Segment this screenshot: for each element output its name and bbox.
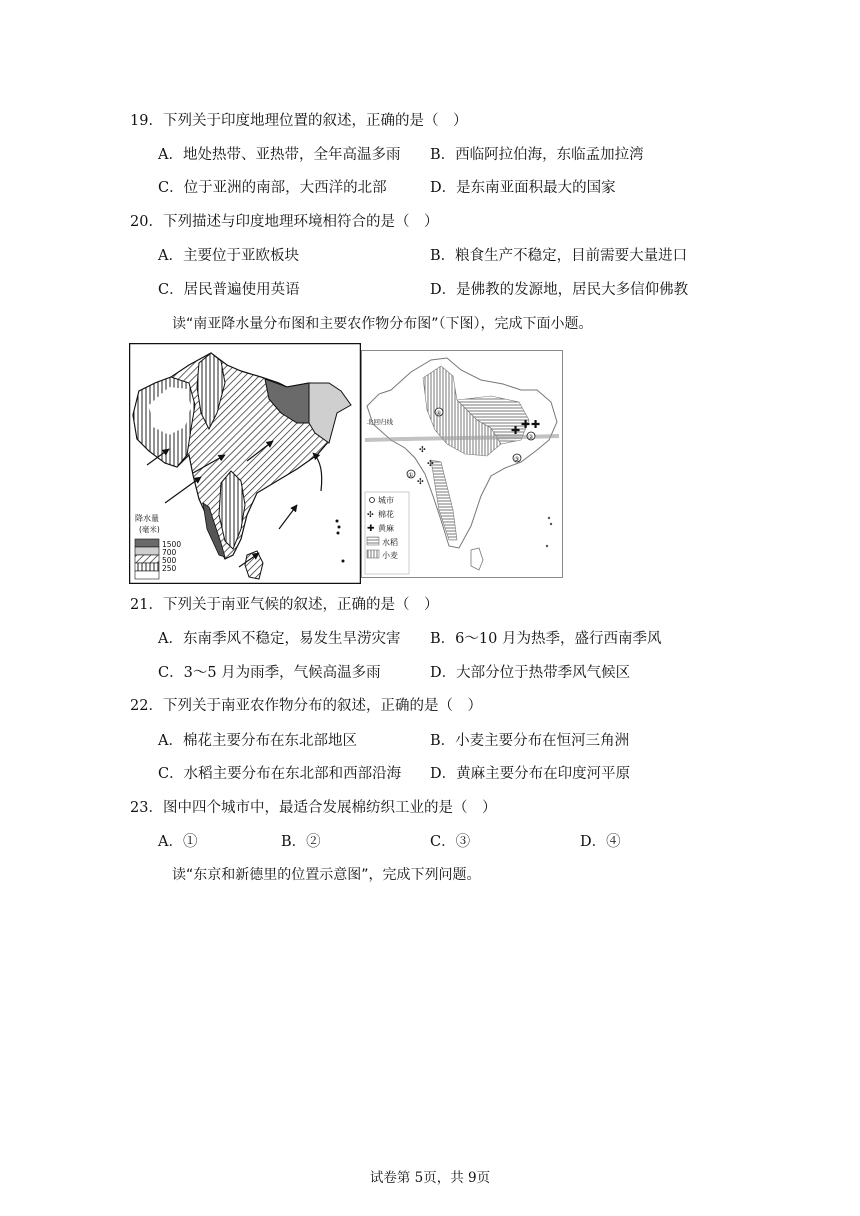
- legend-value-500: 500: [162, 556, 177, 565]
- svg-text:✚: ✚: [367, 524, 375, 534]
- page-footer: 试卷第 5页，共 9页: [369, 1170, 491, 1186]
- q23-option-b: B．②: [281, 834, 321, 850]
- svg-text:✣: ✣: [417, 477, 424, 486]
- precipitation-map: [129, 343, 361, 584]
- q19-option-c: C．位于亚洲的南部，大西洋的北部: [158, 180, 387, 196]
- q23-option-d: D．④: [580, 834, 621, 850]
- q20-option-a: A．主要位于亚欧板块: [158, 248, 299, 264]
- q23-option-a: A．①: [158, 834, 198, 850]
- q22-option-c: C．水稻主要分布在东北部和西部沿海: [158, 766, 402, 782]
- city-marker-4: ④: [436, 410, 442, 417]
- q20-option-d: D．是佛教的发源地，居民大多信仰佛教: [430, 282, 689, 298]
- question-19-stem: 19．下列关于印度地理位置的叙述，正确的是（ ）: [130, 113, 468, 129]
- legend-jute: 黄麻: [378, 524, 394, 533]
- q22-option-a: A．棉花主要分布在东北部地区: [158, 733, 357, 749]
- svg-text:✣: ✣: [427, 459, 434, 468]
- q22-option-d: D．黄麻主要分布在印度河平原: [430, 766, 631, 782]
- q20-option-b: B．粮食生产不稳定，目前需要大量进口: [430, 248, 688, 264]
- svg-text:✚: ✚: [511, 424, 521, 437]
- tropic-label: 北回归线: [367, 418, 393, 426]
- q19-option-b: B．西临阿拉伯海，东临孟加拉湾: [430, 147, 644, 163]
- legend-value-250: 250: [162, 564, 177, 573]
- city-marker-3: ③: [514, 456, 520, 463]
- legend-value-1500: 1500: [162, 540, 182, 549]
- precip-legend-title: 降水量: [135, 514, 159, 523]
- legend-wheat: 小麦: [382, 551, 398, 560]
- question-20-stem: 20．下列描述与印度地理环境相符合的是（ ）: [130, 214, 439, 230]
- legend-value-700: 700: [162, 548, 177, 557]
- city-marker-1: ①: [408, 472, 414, 479]
- q20-option-c: C．居民普遍使用英语: [158, 282, 300, 298]
- map-intro-text-2: 读“东京和新德里的位置示意图”，完成下列问题。: [172, 867, 481, 883]
- legend-cotton: 棉花: [378, 510, 394, 519]
- question-23-stem: 23．图中四个城市中，最适合发展棉纺织工业的是（ ）: [130, 800, 497, 816]
- question-21-stem: 21．下列关于南亚气候的叙述，正确的是（ ）: [130, 597, 439, 613]
- svg-text:✣: ✣: [367, 510, 374, 519]
- legend-city: 城市: [378, 496, 394, 505]
- crop-distribution-map: [361, 350, 563, 578]
- svg-text:✣: ✣: [419, 445, 426, 454]
- q19-option-d: D．是东南亚面积最大的国家: [430, 180, 616, 196]
- q21-option-c: C．3～5 月为雨季，气候高温多雨: [158, 665, 381, 681]
- question-22-stem: 22．下列关于南亚农作物分布的叙述，正确的是（ ）: [130, 698, 482, 714]
- q22-option-b: B．小麦主要分布在恒河三角洲: [430, 733, 630, 749]
- q21-option-a: A．东南季风不稳定，易发生旱涝灾害: [158, 631, 401, 647]
- city-marker-2: ②: [528, 434, 534, 441]
- q21-option-b: B．6～10 月为热季，盛行西南季风: [430, 631, 662, 647]
- legend-rice: 水稻: [382, 538, 398, 547]
- q21-option-d: D．大部分位于热带季风气候区: [430, 665, 631, 681]
- q23-option-c: C．③: [430, 834, 471, 850]
- svg-text:✚: ✚: [521, 418, 531, 431]
- q19-option-a: A．地处热带、亚热带，全年高温多雨: [158, 147, 401, 163]
- svg-text:✚: ✚: [531, 418, 541, 431]
- map-intro-text: 读“南亚降水量分布图和主要农作物分布图”（下图），完成下面小题。: [172, 316, 593, 332]
- precip-legend-unit: (毫米): [139, 525, 160, 534]
